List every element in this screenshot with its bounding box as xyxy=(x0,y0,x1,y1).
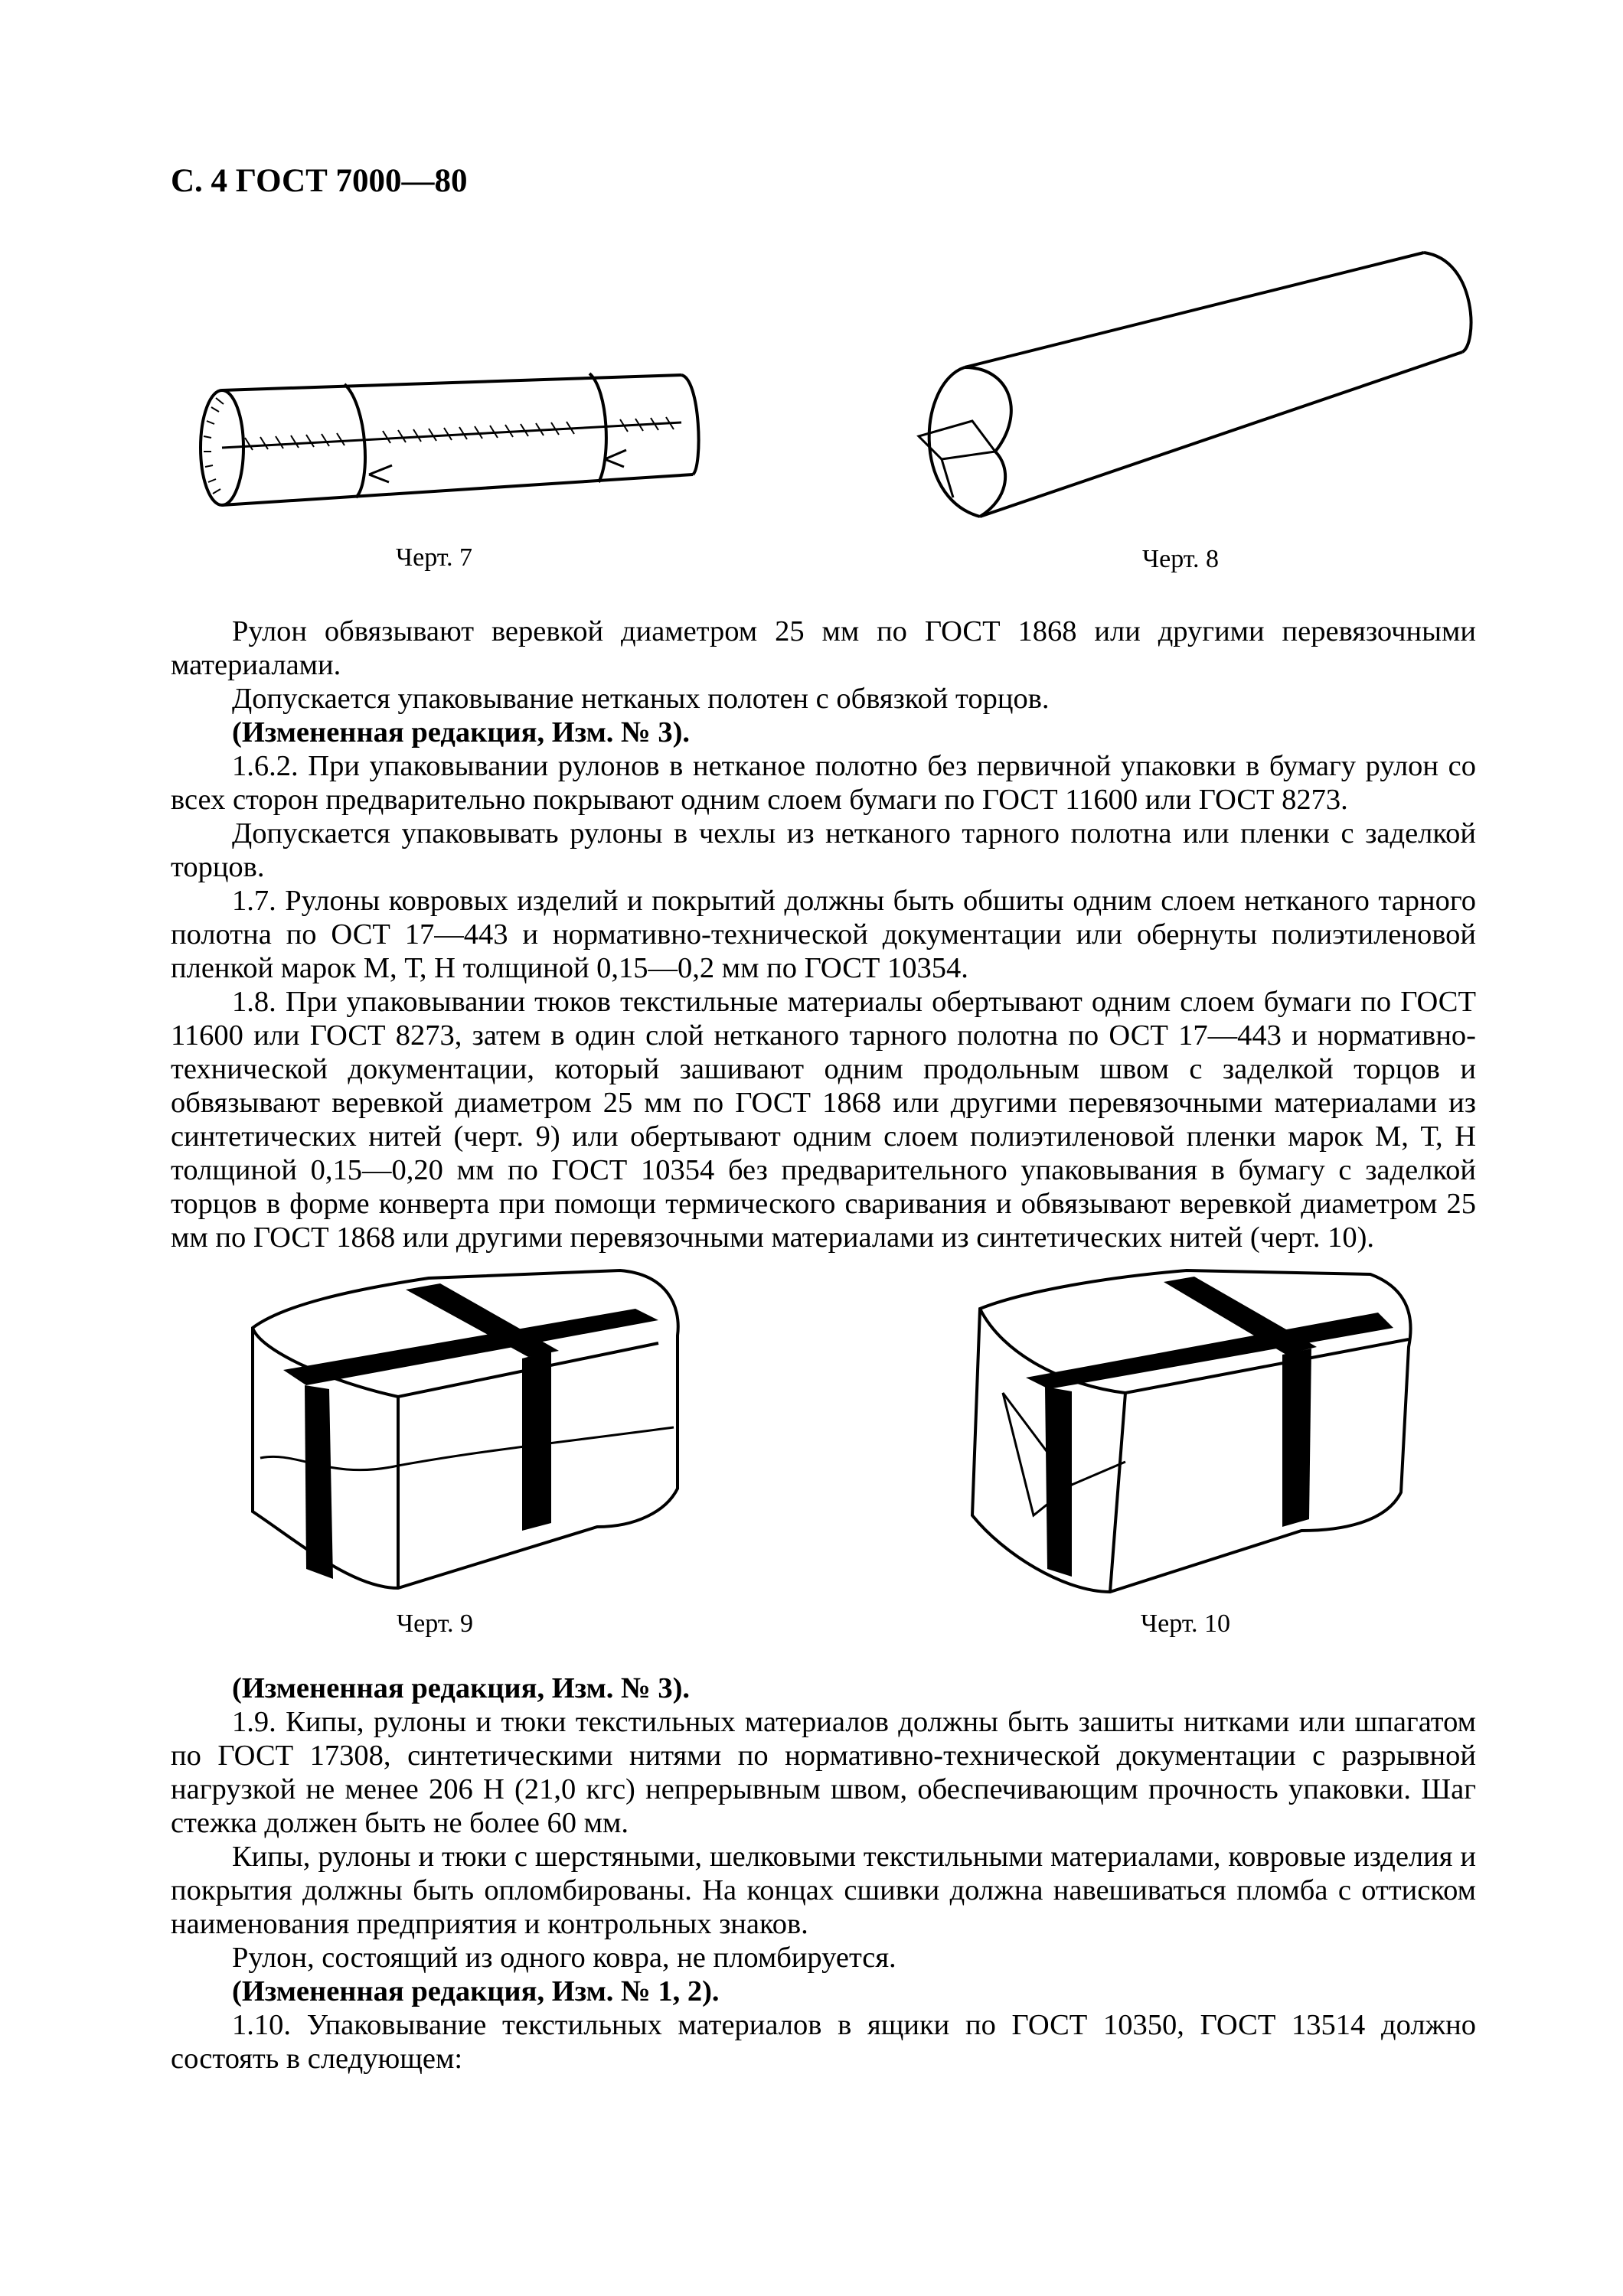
paragraph: Допускается упаковывать рулоны в чехлы из нетканого тарного полотна или пленки с заделкой торцов. xyxy=(171,817,1476,883)
figure-9-caption: Черт. 9 xyxy=(397,1609,474,1638)
figure-8-caption: Черт. 8 xyxy=(1142,545,1220,573)
figure-10-bale-film xyxy=(957,1263,1432,1600)
paragraph: 1.10. Упаковывание текстильных материалов в ящики по ГОСТ 10350, ГОСТ 13514 должно состоять в следующем: xyxy=(171,2009,1476,2075)
paragraph: 1.7. Рулоны ковровых изделий и покрытий должны быть обшиты одним слоем нетканого тарного полотна по ОСТ 17—443 и нормативно-технической документации или обернуты полиэтиленовой пленкой марок М, Т, Н толщиной 0,15—0,2 мм по ГОСТ 10354. xyxy=(171,885,1476,984)
figure-7-roll-tied xyxy=(191,360,712,536)
bale-film-drawing xyxy=(957,1263,1432,1600)
figure-10-caption: Черт. 10 xyxy=(1141,1609,1231,1638)
paragraph: 1.6.2. При упаковывании рулонов в нетканое полотно без первичной упаковки в бумагу рулон со всех сторон предварительно покрывают одним слоем бумаги по ГОСТ 11600 или ГОСТ 8273. xyxy=(171,750,1476,816)
paragraph: 1.8. При упаковывании тюков текстильные материалы обертывают одним слоем бумаги по ГОСТ 11600 или ГОСТ 8273, затем в один слой нетканого тарного полотна по ОСТ 17—443 и нормативно-технической документации, который зашивают одним продольным швом с заделкой торцов и обвязывают веревкой диаметром 25 мм по ГОСТ 1868 или другими перевязочными материалами из синтетических нитей (черт. 9) или обертывают одним слоем полиэтиленовой пленки марок М, Т, Н толщиной 0,15—0,20 мм по ГОСТ 10354 без предварительного упаковывания в бумагу с заделкой торцов в форме конверта при помощи термического сваривания и обвязывают веревкой диаметром 25 мм по ГОСТ 1868 или другими перевязочными материалами из синтетических нитей (черт. 10). xyxy=(171,986,1476,1254)
text-block-bottom xyxy=(171,1671,1476,2076)
amendment-note: (Измененная редакция, Изм. № 3). xyxy=(232,1672,691,1704)
text-block-top xyxy=(171,615,1476,1254)
paragraph: 1.9. Кипы, рулоны и тюки текстильных материалов должны быть зашиты нитками или шпагатом по ГОСТ 17308, синтетическими нитями по нормативно-технической документации с разрывной нагрузкой не менее 206 Н (21,0 кгс) непрерывным швом, обеспечивающим прочность упаковки. Шаг стежка должен быть не более 60 мм. xyxy=(171,1706,1476,1839)
roll-tied-drawing xyxy=(191,360,712,536)
figure-7-caption: Черт. 7 xyxy=(396,543,473,572)
paragraph: Рулон, состоящий из одного ковра, не пломбируется. xyxy=(232,1942,896,1974)
amendment-note: (Измененная редакция, Изм. № 3). xyxy=(232,716,691,748)
paragraph: Кипы, рулоны и тюки с шерстяными, шелковыми текстильными материалами, ковровые изделия и покрытия должны быть опломбированы. На концах сшивки должна навешиваться пломба с оттиском наименования предприятия и контрольных знаков. xyxy=(171,1841,1476,1940)
figure-8-roll-wrapped xyxy=(896,237,1485,528)
paragraph: Рулон обвязывают веревкой диаметром 25 мм по ГОСТ 1868 или другими перевязочными материалами. xyxy=(171,615,1476,681)
paragraph: Допускается упаковывание нетканых полотен с обвязкой торцов. xyxy=(232,683,1050,715)
roll-wrapped-drawing xyxy=(896,237,1485,528)
amendment-note: (Измененная редакция, Изм. № 1, 2). xyxy=(232,1975,720,2007)
page-header: С. 4 ГОСТ 7000—80 xyxy=(171,163,468,199)
bale-strapped-drawing xyxy=(237,1267,704,1603)
figure-9-bale-strapped xyxy=(237,1267,704,1603)
